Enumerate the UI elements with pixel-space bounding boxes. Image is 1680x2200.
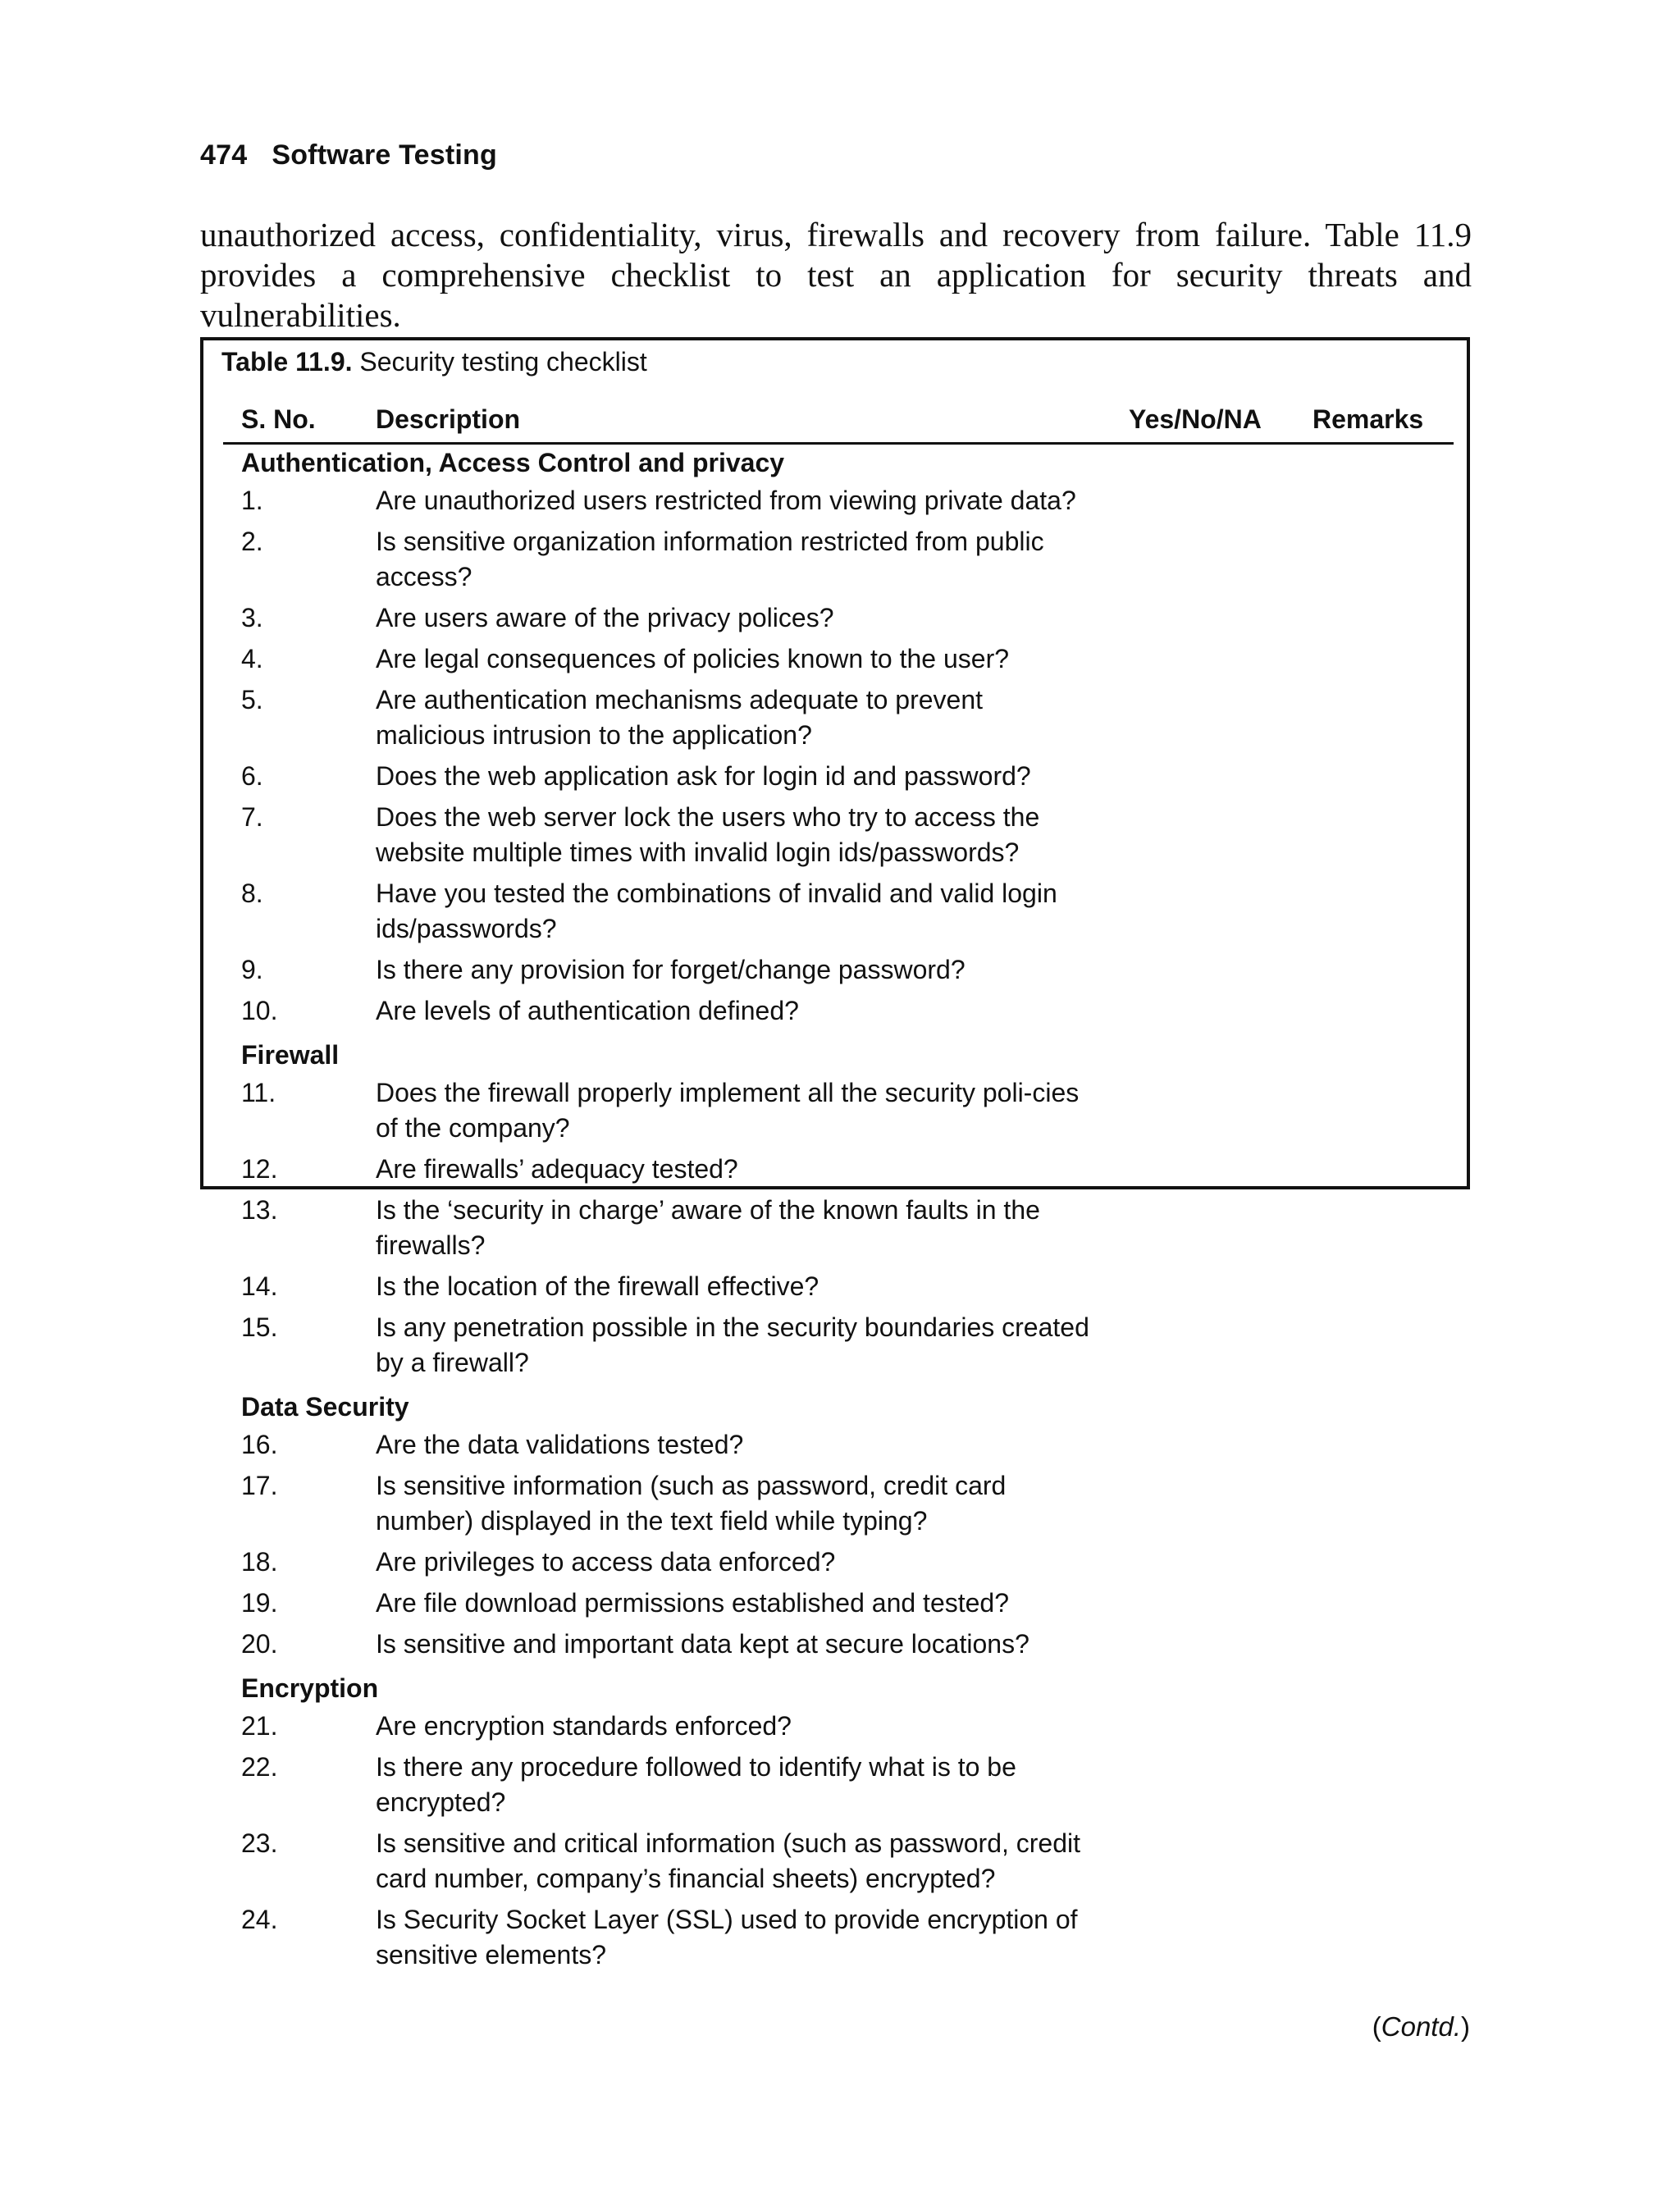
row-number: 19. [241, 1588, 278, 1618]
table-body [223, 442, 1454, 1979]
row-number: 21. [241, 1711, 278, 1741]
table-row [223, 993, 1454, 1034]
book-title: Software Testing [272, 139, 497, 171]
row-description: Is sensitive information (such as password, credit card number) displayed in the text field while typing? [376, 1471, 1007, 1536]
row-description: Does the web application ask for login id and password? [376, 761, 1031, 791]
row-description: Is any penetration possible in the security boundaries created by a firewall? [376, 1312, 1089, 1377]
row-number: 13. [241, 1195, 278, 1225]
section-title: Firewall [241, 1040, 340, 1070]
column-header-remarks: Remarks [1312, 404, 1424, 434]
table-header-row [223, 401, 1454, 445]
table-row [223, 1826, 1454, 1902]
table-row [223, 1310, 1454, 1386]
row-description: Does the firewall properly implement all the security poli-cies of the company? [376, 1078, 1080, 1143]
contd-word: Contd. [1381, 2011, 1461, 2042]
row-number: 8. [241, 879, 263, 908]
row-number: 10. [241, 996, 278, 1025]
row-description: Is there any procedure followed to identify what is to be encrypted? [376, 1752, 1016, 1817]
section-title: Encryption [241, 1673, 379, 1703]
row-number: 23. [241, 1828, 278, 1858]
row-number: 3. [241, 603, 263, 632]
running-header [200, 139, 497, 171]
table-row [223, 641, 1454, 682]
table-row [223, 600, 1454, 641]
row-description: Have you tested the combinations of invalid and valid login ids/passwords? [376, 879, 1057, 943]
table-row [223, 483, 1454, 524]
row-description: Is the ‘security in charge’ aware of the known faults in the firewalls? [376, 1195, 1040, 1260]
row-description: Are legal consequences of policies known to the user? [376, 644, 1010, 673]
table-row [223, 876, 1454, 952]
column-header-yes-no-na: Yes/No/NA [1129, 404, 1262, 434]
table-row [223, 1750, 1454, 1826]
table-row [223, 1152, 1454, 1193]
row-description: Is sensitive and critical information (such as password, credit card number, company’s financial sheets) encrypted? [376, 1828, 1081, 1893]
row-number: 9. [241, 955, 263, 984]
table-row [223, 1902, 1454, 1979]
row-number: 4. [241, 644, 263, 673]
row-description: Is Security Socket Layer (SSL) used to provide encryption of sensitive elements? [376, 1905, 1078, 1970]
row-description: Is sensitive and important data kept at secure locations? [376, 1629, 1029, 1659]
row-number: 7. [241, 802, 263, 832]
row-number: 16. [241, 1430, 278, 1459]
table-row [223, 682, 1454, 759]
row-description: Are unauthorized users restricted from viewing private data? [376, 486, 1076, 515]
row-number: 11. [241, 1078, 276, 1107]
table-row [223, 952, 1454, 993]
row-number: 20. [241, 1629, 278, 1659]
row-description: Is there any provision for forget/change password? [376, 955, 966, 984]
intro-paragraph: unauthorized access, confidentiality, virus, firewalls and recovery from failure. Table 11.9 provides a comprehensive checklist to test an application for security threats and vulnerabilities. [200, 216, 1472, 334]
table-row [223, 1193, 1454, 1269]
row-number: 14. [241, 1271, 278, 1301]
section-title: Authentication, Access Control and privacy [241, 448, 785, 477]
table-caption [221, 347, 647, 377]
continued-note [1372, 2011, 1470, 2043]
row-number: 12. [241, 1154, 278, 1184]
row-number: 18. [241, 1547, 278, 1577]
table-row [223, 1269, 1454, 1310]
security-checklist-table [200, 337, 1470, 1970]
row-number: 17. [241, 1471, 278, 1500]
row-description: Are levels of authentication defined? [376, 996, 799, 1025]
section-title: Data Security [241, 1392, 409, 1422]
table-row [223, 759, 1454, 800]
table-row [223, 1468, 1454, 1545]
table-row [223, 1075, 1454, 1152]
row-number: 6. [241, 761, 263, 791]
table-row [223, 1586, 1454, 1627]
row-number: 1. [241, 486, 263, 515]
row-number: 2. [241, 527, 263, 556]
row-description: Are file download permissions established and tested? [376, 1588, 1010, 1618]
row-description: Does the web server lock the users who try to access the website multiple times with invalid login ids/passwords? [376, 802, 1040, 867]
table-caption-text: Security testing checklist [359, 347, 647, 377]
column-header-sno: S. No. [241, 404, 316, 434]
row-number: 5. [241, 685, 263, 714]
row-description: Are the data validations tested? [376, 1430, 744, 1459]
table-row [223, 1545, 1454, 1586]
row-description: Are authentication mechanisms adequate to prevent malicious intrusion to the application? [376, 685, 984, 750]
row-number: 24. [241, 1905, 278, 1934]
contd-open: ( [1372, 2011, 1381, 2042]
table-row [223, 1427, 1454, 1468]
row-number: 22. [241, 1752, 278, 1782]
column-header-description: Description [376, 404, 521, 434]
row-description: Are privileges to access data enforced? [376, 1547, 836, 1577]
row-description: Are firewalls’ adequacy tested? [376, 1154, 738, 1184]
row-description: Is sensitive organization information restricted from public access? [376, 527, 1044, 591]
table-row [223, 1709, 1454, 1750]
table-caption-number: Table 11.9. [221, 347, 353, 377]
table-row [223, 800, 1454, 876]
table-row [223, 1627, 1454, 1668]
contd-close: ) [1461, 2011, 1470, 2042]
row-description: Is the location of the firewall effective? [376, 1271, 819, 1301]
row-number: 15. [241, 1312, 278, 1342]
row-description: Are encryption standards enforced? [376, 1711, 792, 1741]
table-row [223, 524, 1454, 600]
page-number: 474 [200, 139, 248, 171]
row-description: Are users aware of the privacy polices? [376, 603, 834, 632]
